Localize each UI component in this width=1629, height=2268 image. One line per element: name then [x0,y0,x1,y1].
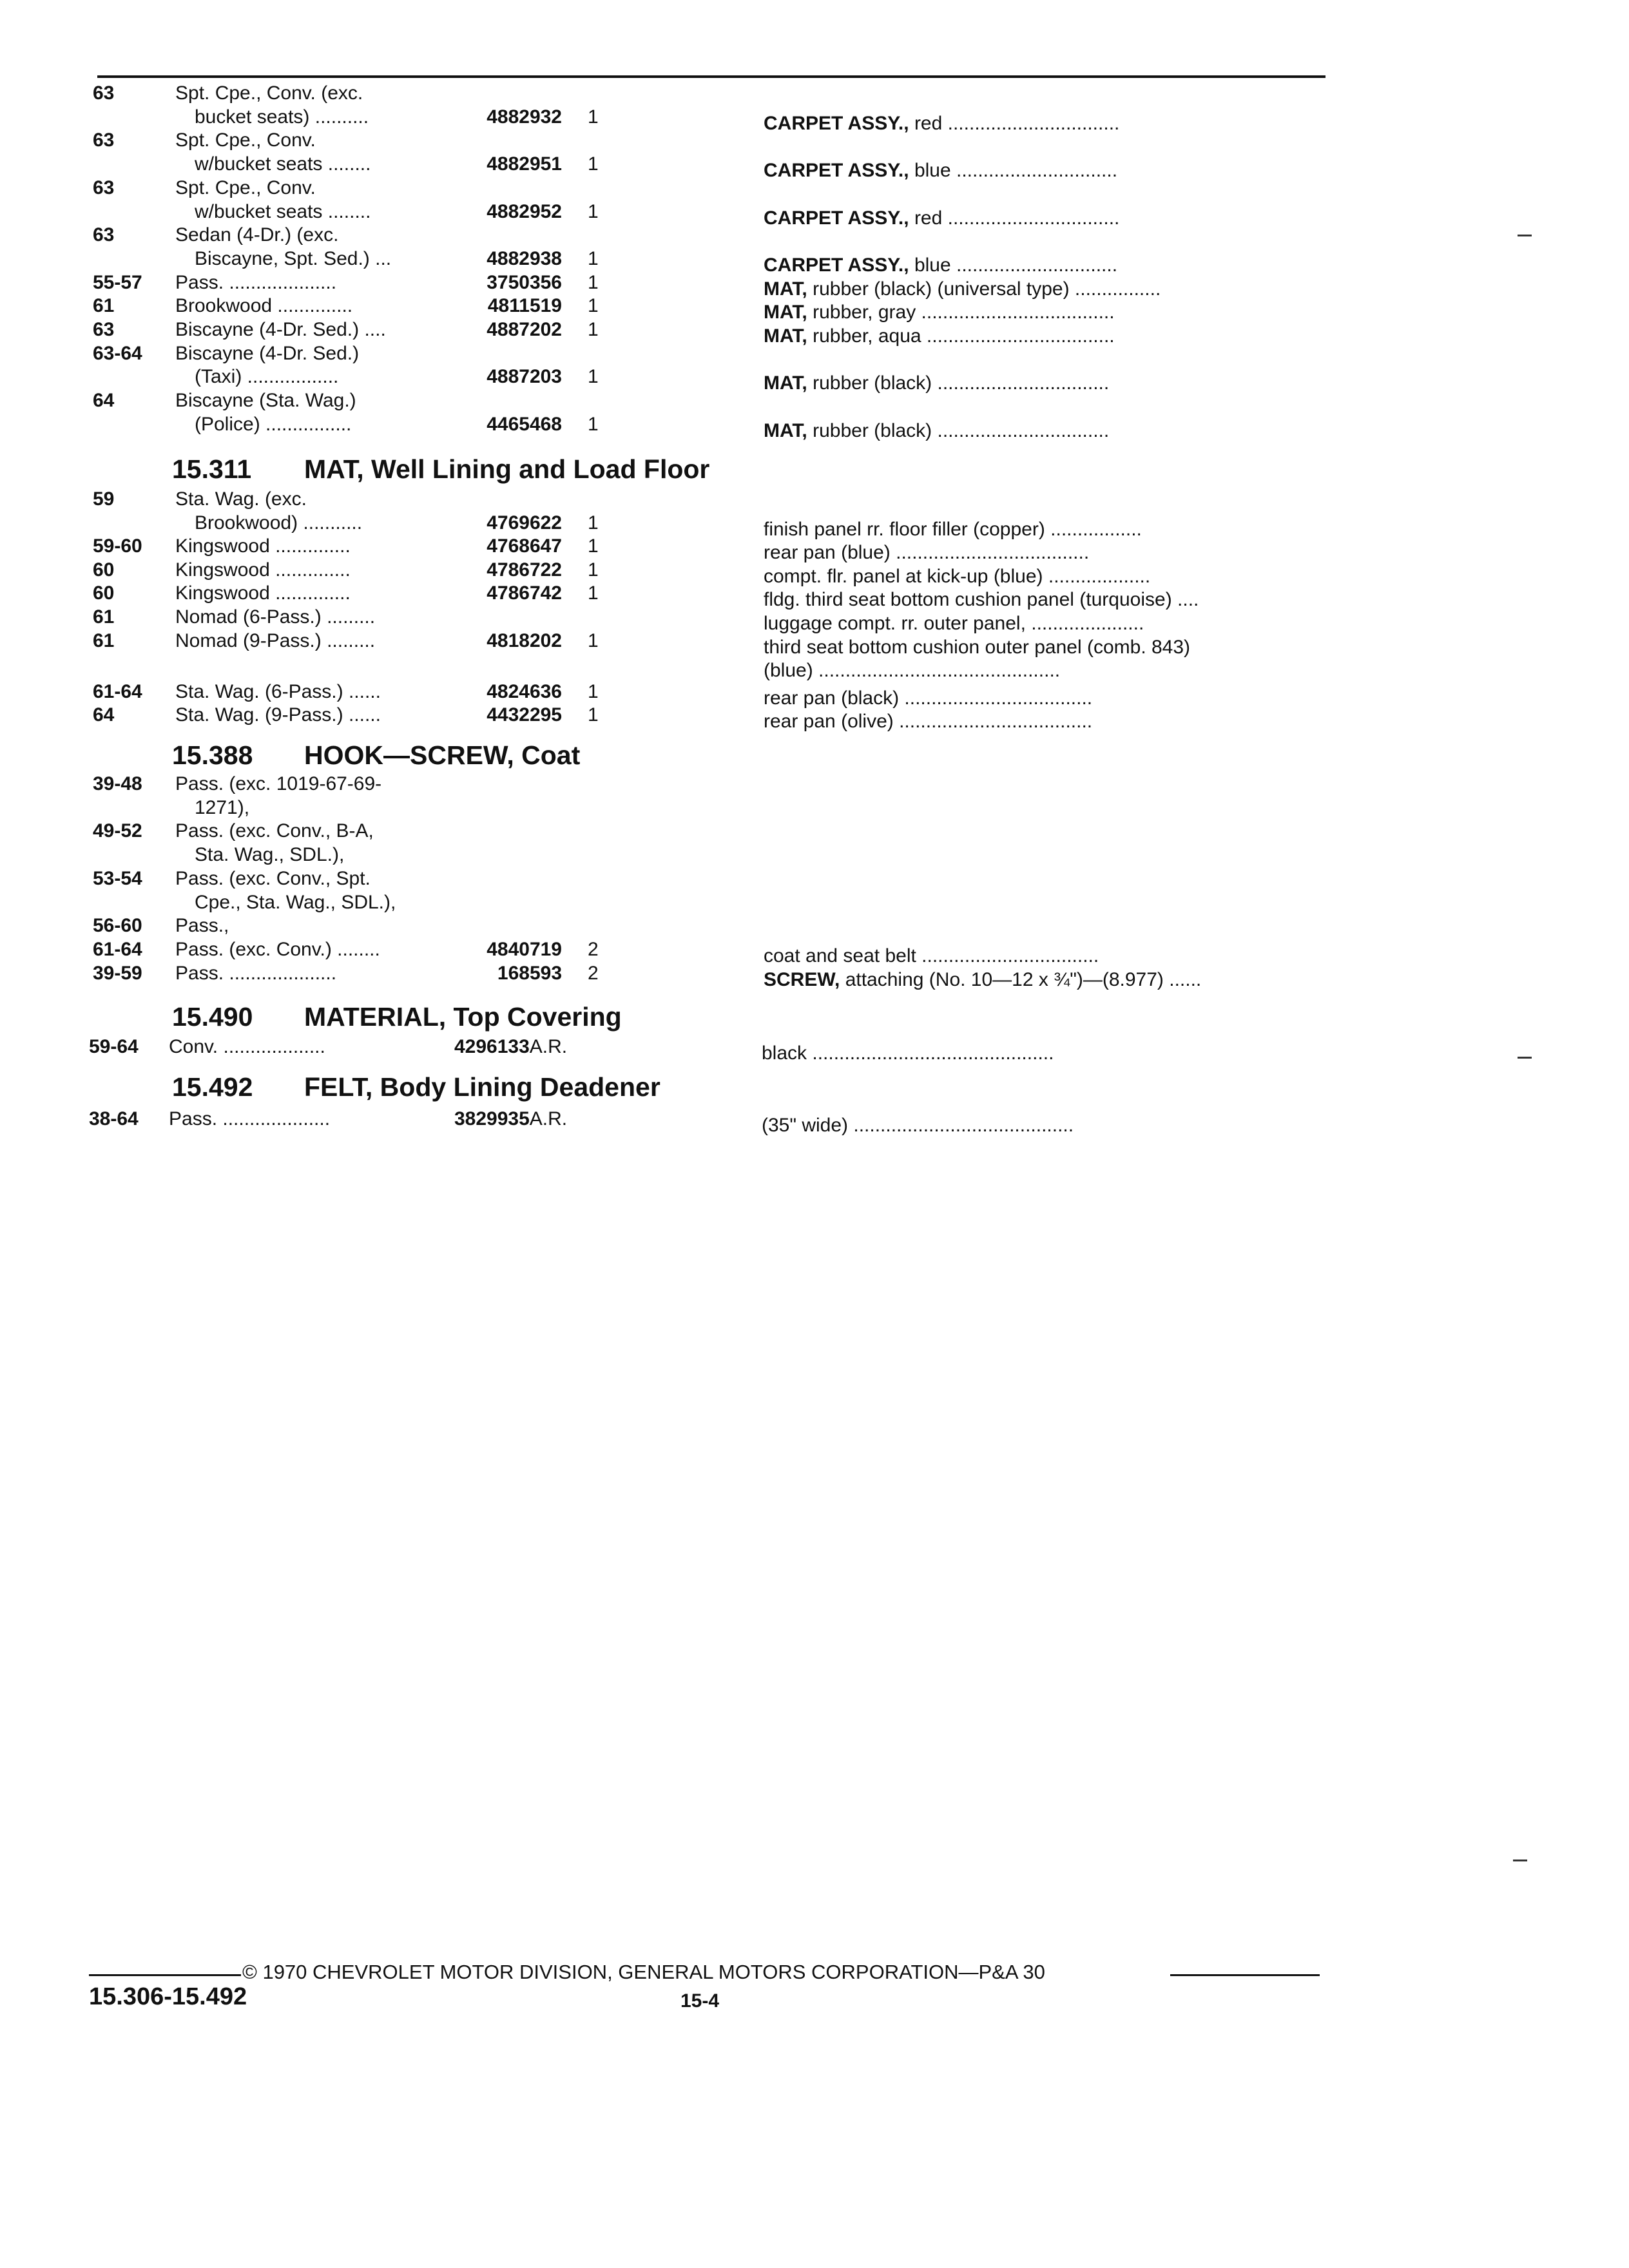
table-row [0,223,1629,247]
description-keyword: CARPET ASSY., [764,254,909,276]
application: w/bucket seats ........ [195,200,371,222]
part-number: 3750356 [487,271,562,293]
application: Sta. Wag. (exc. [175,488,307,510]
description-text: rubber (black) ................................ [807,372,1110,394]
section-number: 15.388 [172,740,253,770]
model-year: 63 [93,319,115,340]
table-row [0,341,1629,366]
description: (35" wide) ......................................... [762,1115,1074,1136]
table-row [0,629,1629,658]
description-keyword: CARPET ASSY., [764,160,909,182]
part-number: 4824636 [487,680,562,702]
model-year: 39-48 [93,773,142,794]
table-row [0,534,1629,564]
description-keyword: CARPET ASSY., [764,112,909,134]
description-text: fldg. third seat bottom cushion panel (turquoise) .... [764,589,1199,611]
section-number: 15.492 [172,1072,253,1102]
application: (Police) ................ [195,413,352,435]
model-year: 60 [93,559,115,581]
table-row [0,1107,1629,1136]
table-row [0,703,1629,733]
top-rule [97,75,1325,78]
application: Pass. (exc. 1019-67-69- [175,773,382,794]
table-row [0,914,1629,938]
section-heading-15-492 [172,1071,660,1103]
model-year: 63 [93,82,115,104]
quantity: 1 [588,704,599,726]
description [764,709,1092,734]
application: Pass. .................... [169,1108,331,1129]
application: Pass. .................... [175,962,337,984]
section-heading-15-388 [172,739,580,771]
description-text: luggage compt. rr. outer panel, ..................... [764,613,1144,634]
section-number: 15.311 [172,454,252,484]
table-row [0,843,1629,867]
application: Kingswood .............. [175,559,351,581]
model-year: 61 [93,606,115,628]
part-number: 4811519 [487,295,562,317]
model-year: 56-60 [93,915,142,937]
application: Sedan (4-Dr.) (exc. [175,224,339,246]
table-row [0,318,1629,347]
description-keyword: MAT, [764,278,807,300]
model-year: 63 [93,177,115,198]
table-row [0,680,1629,709]
table-row [0,294,1629,323]
application: Cpe., Sta. Wag., SDL.), [195,891,396,913]
application: Spt. Cpe., Conv. (exc. [175,82,363,104]
model-year: 61-64 [93,680,142,702]
application: Biscayne (Sta. Wag.) [175,390,356,412]
part-number: 4768647 [487,535,562,557]
description-text: blue .............................. [909,160,1118,182]
table-row [0,867,1629,891]
application: Pass. (exc. Conv., Spt. [175,867,371,889]
model-year: 55-57 [93,271,142,293]
application: Pass., [175,915,229,937]
part-number: 4887203 [487,366,562,388]
description-text: blue .............................. [909,254,1118,276]
application: Kingswood .............. [175,535,351,557]
model-year: 59-60 [93,535,142,557]
quantity: 1 [588,200,599,222]
description-text: rear pan (olive) .................................... [764,711,1093,733]
description-text: red ................................ [909,207,1120,229]
part-number: 4882951 [487,153,562,175]
part-number: 4465468 [487,413,562,435]
quantity: 1 [588,582,599,604]
description-keyword: MAT, [764,325,807,347]
model-year: 49-52 [93,820,142,842]
description-keyword: SCREW, [764,968,840,990]
application: Brookwood) ........... [195,512,363,533]
description-keyword: MAT, [764,372,807,394]
quantity: 1 [588,535,599,557]
model-year: 64 [93,704,115,726]
footer-copyright: © 1970 CHEVROLET MOTOR DIVISION, GENERAL MOTORS CORPORATION—P&A 30 [242,1961,1045,1983]
part-number: 4786722 [487,559,562,581]
application: bucket seats) .......... [195,106,369,128]
quantity: 1 [588,295,599,317]
application: 1271), [195,796,250,818]
table-row [0,365,1629,394]
model-year: 63 [93,224,115,246]
table-row [0,796,1629,820]
margin-mark [1518,1057,1532,1059]
application: Sta. Wag., SDL.), [195,844,345,866]
margin-mark [1518,235,1532,236]
application: Brookwood .............. [175,295,353,317]
part-number: 168593 [497,962,562,984]
part-number: 4818202 [487,629,562,651]
application: Nomad (6-Pass.) ......... [175,606,376,628]
application: Pass. .................... [175,271,337,293]
table-row [0,247,1629,276]
description-text: compt. flr. panel at kick-up (blue) ................... [764,565,1151,587]
model-year: 61-64 [93,938,142,960]
model-year: 64 [93,390,115,412]
application: (Taxi) ................. [195,366,339,388]
application: Biscayne, Spt. Sed.) ... [195,247,392,269]
model-year: 59 [93,488,115,510]
page-number: 15-4 [680,1990,720,2012]
part-number: 4432295 [487,704,562,726]
application: Nomad (9-Pass.) ......... [175,629,376,651]
application: Spt. Cpe., Conv. [175,130,316,151]
part-number: 4887202 [487,319,562,340]
table-row [0,271,1629,300]
description-keyword: CARPET ASSY., [764,207,909,229]
table-row [0,558,1629,587]
section-title: HOOK—SCREW, Coat [304,740,581,770]
table-row [0,652,1629,682]
application: Sta. Wag. (6-Pass.) ...... [175,680,381,702]
application: Biscayne (4-Dr. Sed.) [175,342,360,364]
table-row [0,581,1629,611]
model-year: 63 [93,130,115,151]
table-row [0,412,1629,441]
model-year: 61 [93,295,115,317]
part-number: 3829935A.R. [454,1108,568,1129]
description: black ............................................. [762,1043,1054,1064]
application: Kingswood .............. [175,582,351,604]
quantity: 1 [588,559,599,581]
table-row [0,511,1629,540]
table-row [0,176,1629,200]
footer-rule-right [1170,1974,1320,1976]
quantity: 2 [588,938,599,960]
description-text: coat and seat belt ................................. [764,945,1099,966]
table-row [0,389,1629,413]
description-text: (blue) ............................................. [764,660,1061,682]
table-row [0,605,1629,634]
model-year: 61 [93,629,115,651]
model-year: 53-54 [93,867,142,889]
quantity: 1 [588,366,599,388]
part-number: 4840719 [487,938,562,960]
application: Conv. ................... [169,1036,325,1057]
description-text: rear pan (blue) .................................... [764,542,1090,564]
description-text: attaching (No. 10—12 x ¾")—(8.977) ...... [840,968,1202,990]
table-row [0,937,1629,966]
table-row [0,105,1629,134]
table-row [0,1035,1629,1064]
table-row [0,961,1629,990]
application: Biscayne (4-Dr. Sed.) .... [175,319,386,340]
description-text: rear pan (black) ................................... [764,687,1093,709]
table-row [0,487,1629,512]
table-row [0,152,1629,182]
part-number: 4882932 [487,106,562,128]
quantity: 1 [588,271,599,293]
table-row [0,81,1629,106]
section-title: FELT, Body Lining Deadener [304,1072,660,1102]
part-number: 4769622 [487,512,562,533]
description-text: rubber, aqua ................................... [807,325,1115,347]
table-row [0,819,1629,843]
quantity: 1 [588,247,599,269]
footer-section-range: 15.306-15.492 [89,1983,247,2010]
quantity: 1 [588,413,599,435]
section-heading-15-311 [172,453,709,485]
description-text: rubber (black) ................................ [807,419,1110,441]
model-year: 38-64 [89,1108,139,1129]
application: Pass. (exc. Conv.) ........ [175,938,380,960]
description-text: red ................................ [909,112,1120,134]
description-text: finish panel rr. floor filler (copper) ................. [764,518,1142,540]
footer-rule-left [89,1974,241,1976]
part-number: 4882938 [487,247,562,269]
section-number: 15.490 [172,1002,253,1032]
part-number: 4296133A.R. [454,1036,568,1057]
quantity: 1 [588,319,599,340]
table-row [0,200,1629,229]
description-keyword: MAT, [764,419,807,441]
model-year: 39-59 [93,962,142,984]
description-text: rubber (black) (universal type) ................ [807,278,1161,300]
part-number: 4882952 [487,200,562,222]
application: Sta. Wag. (9-Pass.) ...... [175,704,381,726]
part-number: 4786742 [487,582,562,604]
table-row [0,890,1629,915]
description-text: rubber, gray .................................... [807,302,1115,323]
description-text: third seat bottom cushion outer panel (comb. 843) [764,636,1191,658]
application: w/bucket seats ........ [195,153,371,175]
model-year: 59-64 [89,1036,139,1057]
quantity: 1 [588,153,599,175]
quantity: 1 [588,512,599,533]
table-row [0,128,1629,153]
quantity: 2 [588,962,599,984]
description [764,968,1201,992]
model-year: 63-64 [93,342,142,364]
quantity: 1 [588,629,599,651]
section-title: MAT, Well Lining and Load Floor [304,454,710,484]
margin-mark [1513,1860,1527,1861]
description-keyword: MAT, [764,302,807,323]
section-title: MATERIAL, Top Covering [304,1002,622,1032]
application: Spt. Cpe., Conv. [175,177,316,198]
quantity: 1 [588,680,599,702]
application: Pass. (exc. Conv., B-A, [175,820,374,842]
description [764,419,1109,443]
model-year: 60 [93,582,115,604]
section-heading-15-490 [172,1001,622,1033]
table-row [0,772,1629,796]
quantity: 1 [588,106,599,128]
